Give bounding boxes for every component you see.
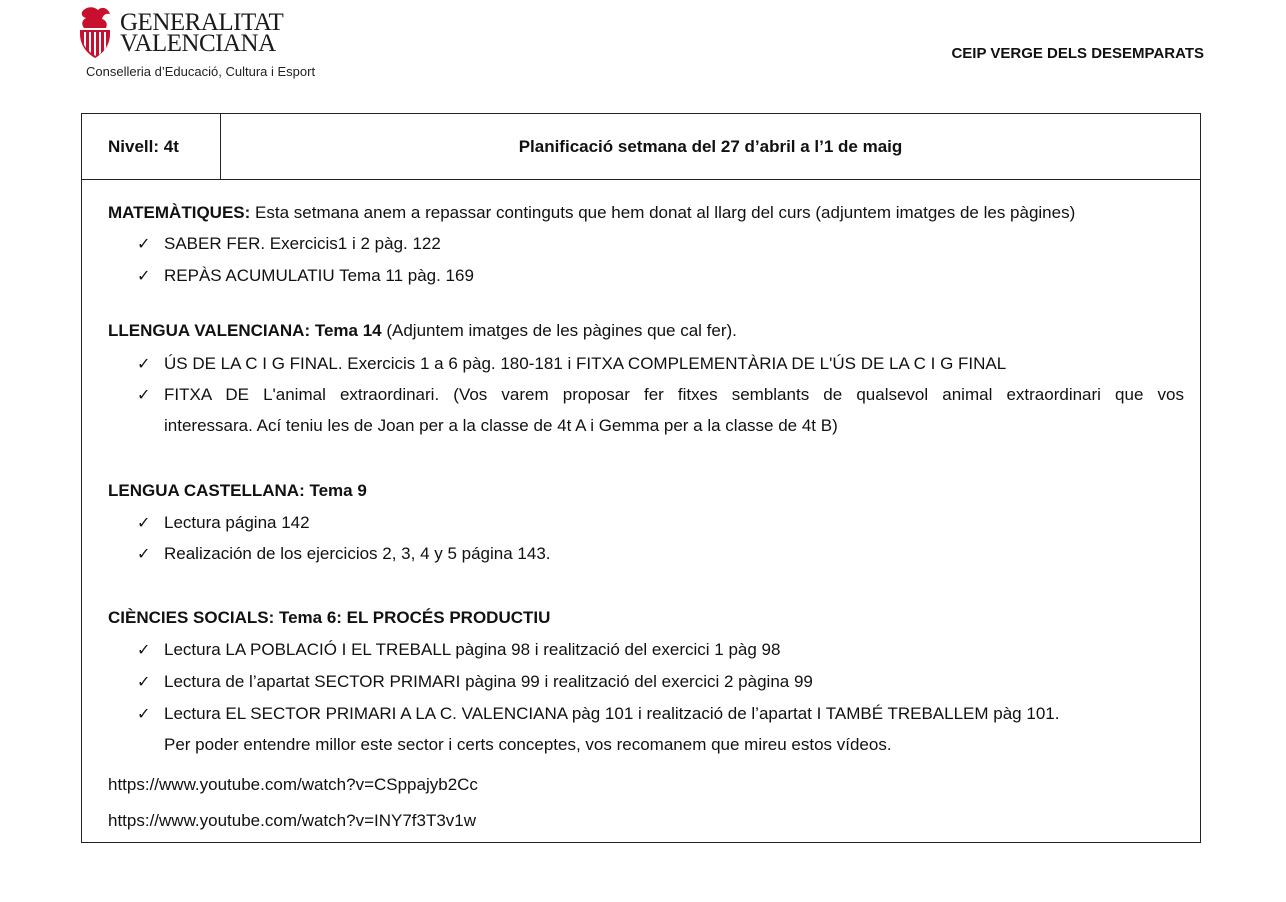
planning-table <box>81 113 1201 843</box>
checkmark-icon: ✓ <box>137 642 151 659</box>
section-social-heading: CIÈNCIES SOCIALS: Tema 6: EL PROCÉS PRODUCTIU <box>108 608 551 627</box>
checkmark-icon: ✓ <box>137 268 151 285</box>
generalitat-logo <box>76 4 284 64</box>
logo-text-line2: VALENCIANA <box>120 30 276 57</box>
checkmark-icon: ✓ <box>137 674 151 691</box>
level-cell <box>82 114 221 179</box>
checkmark-icon: ✓ <box>137 236 151 253</box>
section-valencian-desc: (Adjuntem imatges de les pàgines que cal fer). <box>381 321 737 340</box>
list-item: Realización de los ejercicios 2, 3, 4 y 5 página 143. <box>164 544 551 563</box>
list-item: FITXA DE L'animal extraordinari. (Vos varem proposar fer fitxes semblants de qualsevol animal extraordinari que vos <box>164 385 1184 404</box>
week-title: Planificació setmana del 27 d’abril a l’1 de maig <box>518 137 903 156</box>
section-valencian-heading <box>108 321 737 341</box>
list-item: Lectura LA POBLACIÓ I EL TREBALL pàgina 98 i realització del exercici 1 pàg 98 <box>164 640 781 659</box>
list-item: Lectura de l’apartat SECTOR PRIMARI pàgina 99 i realització del exercici 2 pàgina 99 <box>164 672 813 691</box>
section-math-title: MATEMÀTIQUES: <box>108 203 251 222</box>
level-label: Nivell: 4t <box>108 137 179 156</box>
conselleria-name: Conselleria d’Educació, Cultura i Esport <box>86 64 316 79</box>
checkmark-icon: ✓ <box>137 706 151 723</box>
table-header-row <box>82 114 1200 180</box>
video-link-2[interactable]: https://www.youtube.com/watch?v=INY7f3T3v1w <box>108 811 477 830</box>
section-valencian-title: LLENGUA VALENCIANA: Tema 14 <box>108 321 382 340</box>
title-cell <box>221 114 1200 179</box>
video-link-1[interactable]: https://www.youtube.com/watch?v=CSppajyb2Cc <box>108 775 478 794</box>
checkmark-icon: ✓ <box>137 387 151 404</box>
list-item: Lectura EL SECTOR PRIMARI A LA C. VALENCIANA pàg 101 i realització de l’apartat I TAMBÉ TREBALLEM pàg 101. <box>164 704 1060 723</box>
section-castilian-heading: LENGUA CASTELLANA: Tema 9 <box>108 481 367 500</box>
checkmark-icon: ✓ <box>137 546 151 563</box>
list-item: REPÀS ACUMULATIU Tema 11 pàg. 169 <box>164 266 474 285</box>
list-item-continuation: Per poder entendre millor este sector i certs conceptes, vos recomanem que mireu estos vídeos. <box>164 735 892 754</box>
logo-text-line1: GENERALITAT <box>120 9 284 36</box>
list-item-continuation: interessara. Ací teniu les de Joan per a la classe de 4t A i Gemma per a la classe de 4t B) <box>164 416 838 435</box>
checkmark-icon: ✓ <box>137 356 151 373</box>
list-item: Lectura página 142 <box>164 513 310 532</box>
section-math-heading <box>108 203 1075 223</box>
list-item: SABER FER. Exercicis1 i 2 pàg. 122 <box>164 234 441 253</box>
checkmark-icon: ✓ <box>137 515 151 532</box>
bat-emblem-icon <box>76 4 116 60</box>
school-name: CEIP VERGE DELS DESEMPARATS <box>951 45 1204 62</box>
section-math-desc: Esta setmana anem a repassar continguts que hem donat al llarg del curs (adjuntem imatges de les pàgines) <box>250 203 1076 222</box>
list-item: ÚS DE LA C I G FINAL. Exercicis 1 a 6 pàg. 180-181 i FITXA COMPLEMENTÀRIA DE L'ÚS DE LA C I G FINAL <box>164 354 1007 373</box>
